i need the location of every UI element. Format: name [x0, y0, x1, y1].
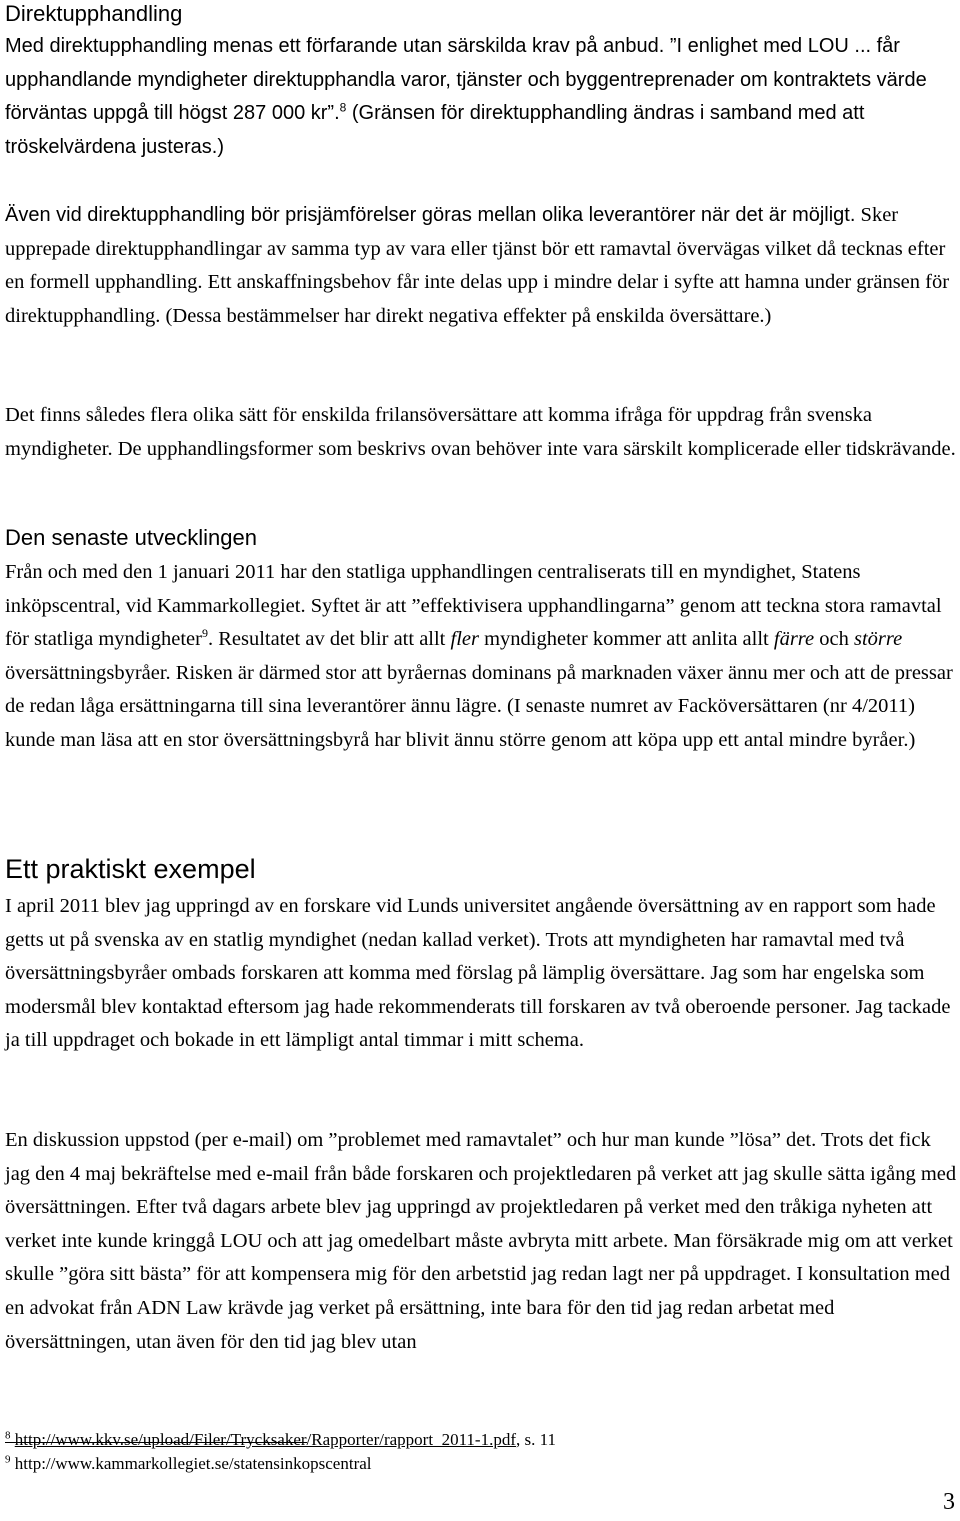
paragraph-statens-inkopscentral — [5, 556, 957, 758]
footnote-ref-9[interactable]: 9 — [201, 626, 208, 641]
heading-den-senaste-utvecklingen: Den senaste utvecklingen — [5, 525, 257, 550]
heading-direktupphandling: Direktupphandling — [5, 1, 183, 26]
paragraph-text: Med direktupphandling menas ett förfarande utan särskilda krav på anbud. ”I enlighet med LOU ... får upphandlande myndigheter direktupphandla varor, tjänster och byggentreprenader om kontraktets värde förväntas uppgå till högst 287 000 kr”. — [5, 35, 927, 124]
paragraph-satt-for-frilansoversattare: Det finns således flera olika sätt för enskilda frilansöversättare att komma ifråga för uppdrag från svenska myndigheter. De upphandlingsformer som beskrivs ovan behöver inte vara särskilt komplicerade eller tidskrävande. — [5, 404, 956, 460]
paragraph-text: och — [814, 628, 854, 651]
paragraph-prisjamforelser — [5, 199, 957, 333]
paragraph-text: myndigheter kommer att anlita allt — [478, 628, 774, 651]
paragraph-text: översättningsbyråer. Risken är därmed stor att byråernas dominans på marknaden växer ännu mer och att de pressar de redan låga ersättningarna till sina leverantörer ännu lägre. (I senaste numret av Facköversättaren (nr 4/2011) kunde man läsa att en stor översättningsbyrå har blivit ännu större genom att köpa upp ett antal mindre byråer.) — [5, 661, 953, 751]
paragraph-text: Från och med den 1 januari 2011 har den statliga upphandlingen centraliserats till en myndighet, Statens inköpscentral, vid Kammarkollegiet. Syftet är att ”effektivisera upphandlingarna” genom att teckna stora ramavtal för statliga myndigheter — [5, 561, 942, 651]
footnote-url-kammarkollegiet: http://www.kammarkollegiet.se/statensinkopscentral — [14, 1454, 372, 1473]
footnote-8 — [5, 1428, 957, 1452]
footnote-suffix: , s. 11 — [516, 1430, 557, 1449]
footnote-link-kkv[interactable]: http://www.kkv.se/upload/Filer/Trycksaker/Rapporter/rapport_2011-1.pdf — [14, 1430, 517, 1449]
footnote-number: 8 — [5, 1429, 11, 1442]
paragraph-april-2011: I april 2011 blev jag uppringd av en forskare vid Lunds universitet angående översättning av en rapport som hade getts ut på svenska av en statlig myndighet (nedan kallad verket). Trots att myndigheten har ramavtal med två översättningsbyråer ombads forskaren att komma med förslag på lämplig översättare. Jag som har engelska som modersmål blev kontaktad eftersom jag hade rekommenderats till forskaren av två oberoende personer. Jag tackade ja till uppdraget och bokade in ett lämpligt antal timmar i mitt schema. — [5, 895, 951, 1052]
footnote-ref-8[interactable]: 8 — [339, 100, 347, 115]
footnote-9 — [5, 1452, 957, 1476]
emphasis-farre: färre — [773, 628, 815, 651]
paragraph-diskussion-ramavtalet: En diskussion uppstod (per e-mail) om ”problemet med ramavtalet” och hur man kunde ”lösa” det. Trots det fick jag den 4 maj bekräftelse med e-mail från både forskaren och projektledaren på verket att jag skulle sätta igång med översättningen. Efter två dagars arbete blev jag uppringd av projektledaren på verket med den tråkiga nyheten att verket inte kunde kringgå LOU och att jag omedelbart måste avbryta mitt arbete. Man försäkrade mig om att verket skulle ”göra sitt bästa” för att kompensera mig för den arbetstid jag redan lagt ner på uppdraget. I konsultation med en advokat från ADN Law krävde jag verket på ersättning, inte bara för den tid jag redan arbetat med översättningen, utan även för den tid jag blev utan — [5, 1129, 957, 1353]
paragraph-text: Även vid direktupphandling bör prisjämförelser göras mellan olika leverantörer när det är möjligt. — [5, 204, 856, 226]
paragraph-text: . Resultatet av det blir att allt — [207, 628, 451, 651]
heading-ett-praktiskt-exempel: Ett praktiskt exempel — [5, 854, 256, 884]
page-number: 3 — [943, 1489, 955, 1515]
paragraph-direktupphandling-definition — [5, 30, 957, 164]
emphasis-storre: större — [853, 628, 903, 651]
paragraph-text: Sker upprepade direktupphandlingar av samma typ av vara eller tjänst bör ett ramavtal övervägas vilket då tecknas efter en formell upphandling. Ett anskaffningsbehov får inte delas upp i mindre delar i syfte att hamna under gränsen för direktupphandling. (Dessa bestämmelser har direkt negativa effekter på enskilda översättare.) — [5, 204, 950, 327]
paragraph-text: (Gränsen för direktupphandling ändras i samband med att tröskelvärdena justeras.) — [5, 102, 865, 158]
emphasis-fler: fler — [450, 628, 479, 651]
footnote-number: 9 — [5, 1453, 11, 1466]
